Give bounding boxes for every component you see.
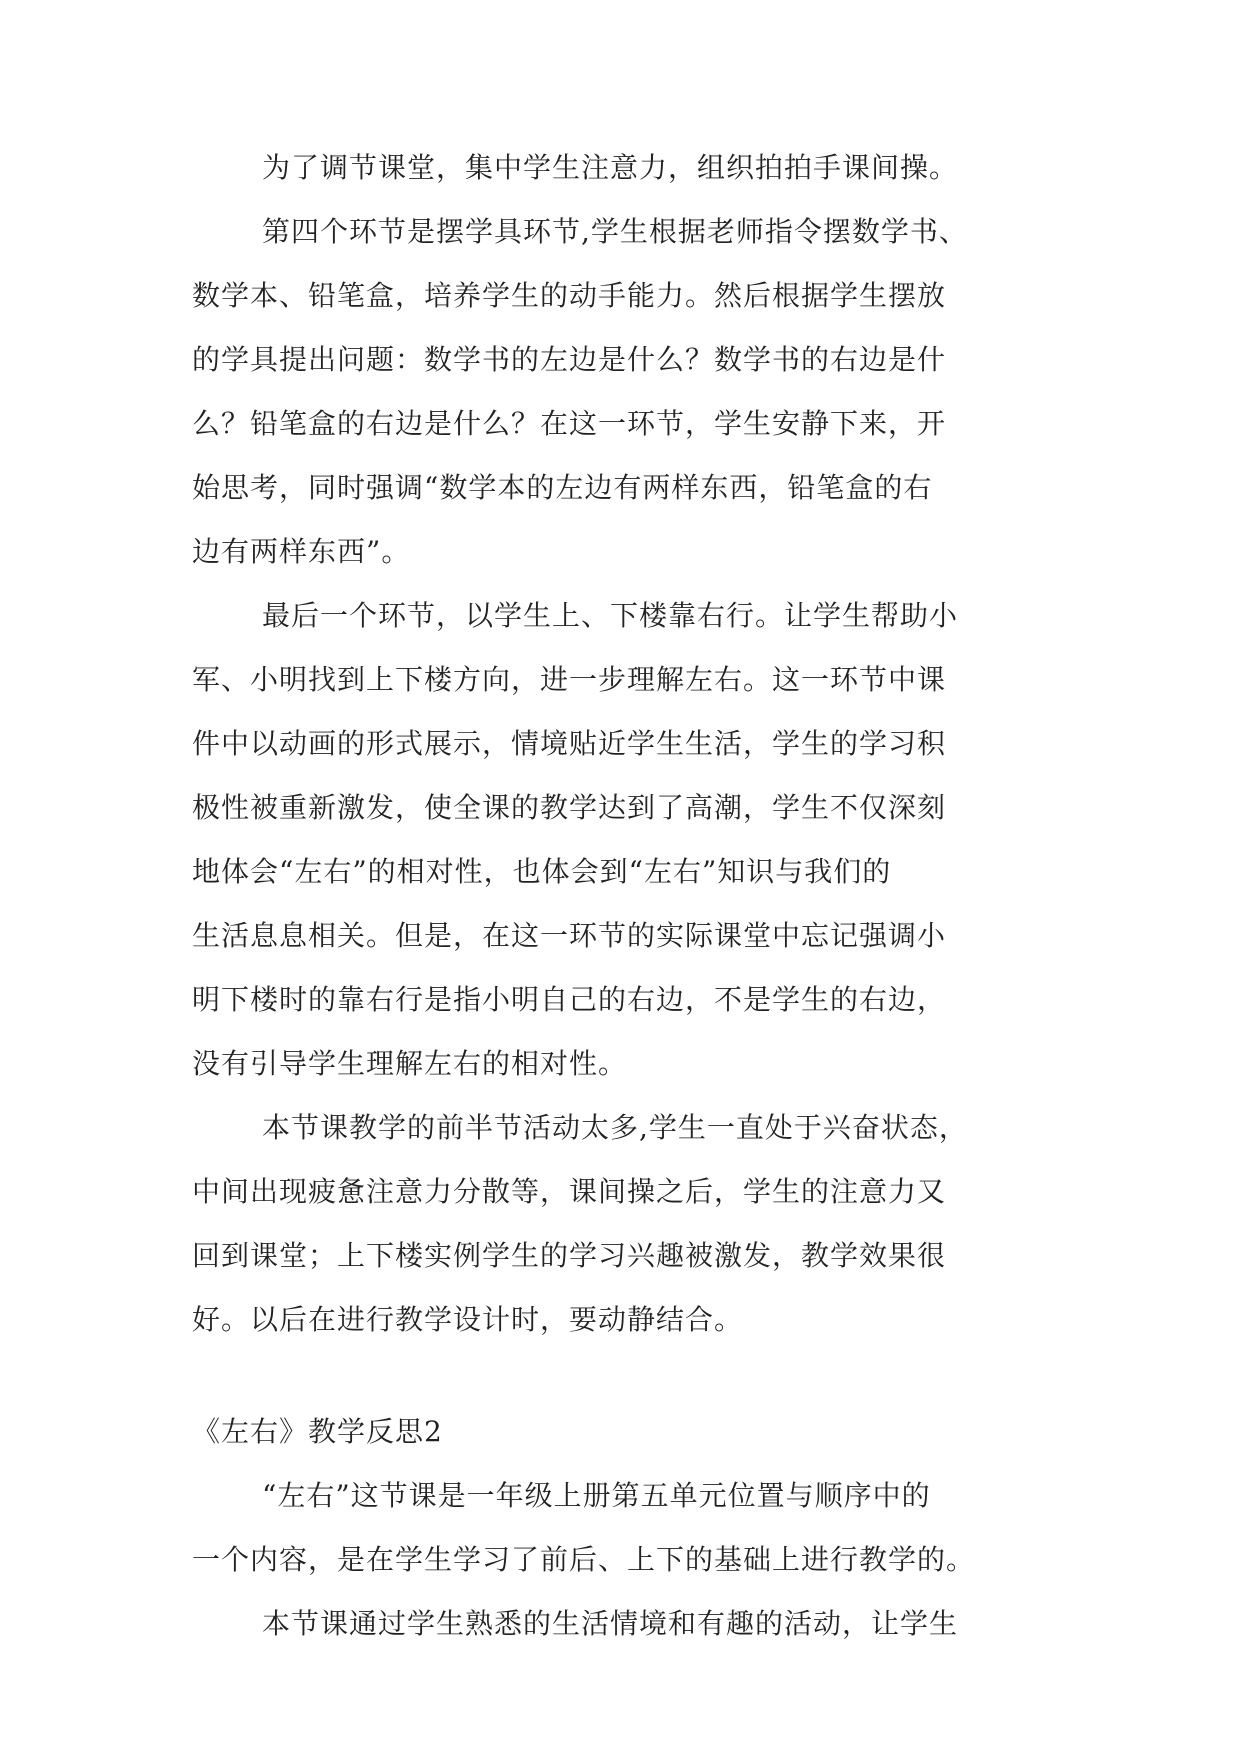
paragraph-line: 最后一个环节，以学生上、下楼靠右行。让学生帮助小 <box>262 599 959 632</box>
paragraph-line: 没有引导学生理解左右的相对性。 <box>192 1047 628 1080</box>
paragraph-line: 数学本、铅笔盒，培养学生的动手能力。然后根据学生摆放 <box>192 279 947 312</box>
paragraph-line: 好。以后在进行教学设计时，要动静结合。 <box>192 1303 744 1336</box>
paragraph-line: “左右”这节课是一年级上册第五单元位置与顺序中的 <box>262 1479 931 1512</box>
paragraph-line: 第四个环节是摆学具环节,学生根据老师指令摆数学书、 <box>262 215 968 248</box>
paragraph-line: 极性被重新激发，使全课的教学达到了高潮，学生不仅深刻 <box>192 791 947 824</box>
paragraph-line: 军、小明找到上下楼方向，进一步理解左右。这一环节中课 <box>192 663 947 696</box>
paragraph-line: 么？铅笔盒的右边是什么？在这一环节，学生安静下来，开 <box>192 407 947 440</box>
paragraph-line: 始思考，同时强调“数学本的左边有两样东西，铅笔盒的右 <box>192 471 933 504</box>
section-heading: 《左右》教学反思2 <box>192 1415 443 1448</box>
paragraph-line: 地体会“左右”的相对性，也体会到“左右”知识与我们的 <box>192 855 892 888</box>
paragraph-line: 边有两样东西”。 <box>192 535 411 568</box>
paragraph-line: 本节课教学的前半节活动太多,学生一直处于兴奋状态， <box>262 1111 968 1144</box>
paragraph-line: 的学具提出问题：数学书的左边是什么？数学书的右边是什 <box>192 343 947 376</box>
paragraph-line: 一个内容，是在学生学习了前后、上下的基础上进行教学的。 <box>192 1543 976 1576</box>
paragraph-line: 明下楼时的靠右行是指小明自己的右边，不是学生的右边， <box>192 983 947 1016</box>
paragraph-line: 件中以动画的形式展示，情境贴近学生生活，学生的学习积 <box>192 727 947 760</box>
paragraph-line: 回到课堂；上下楼实例学生的学习兴趣被激发，教学效果很 <box>192 1239 947 1272</box>
paragraph-line: 为了调节课堂，集中学生注意力，组织拍拍手课间操。 <box>262 151 959 184</box>
paragraph-line: 生活息息相关。但是，在这一环节的实际课堂中忘记强调小 <box>192 919 947 952</box>
paragraph-line: 中间出现疲惫注意力分散等，课间操之后，学生的注意力又 <box>192 1175 947 1208</box>
paragraph-line: 本节课通过学生熟悉的生活情境和有趣的活动，让学生 <box>262 1607 959 1640</box>
